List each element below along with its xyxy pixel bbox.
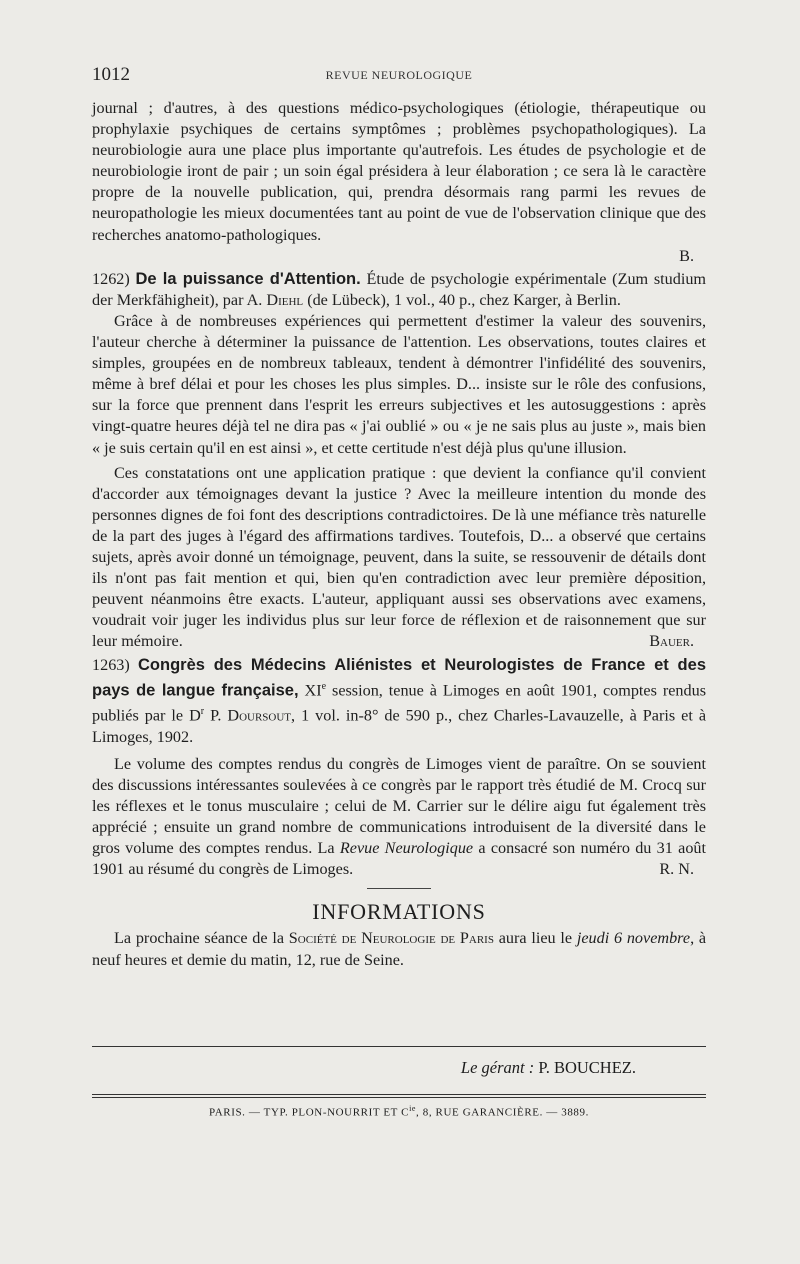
footer-rule	[92, 1097, 706, 1098]
informations-heading: INFORMATIONS	[312, 899, 486, 925]
info-text: La prochaine séance de la	[114, 929, 285, 948]
section-divider	[367, 888, 431, 889]
article-body	[92, 98, 706, 971]
journal-name: Revue Neurologique	[339, 839, 474, 858]
entry-paragraph: Grâce à de nombreuses expériences qui permettent d'estimer la valeur des souvenirs, l'auteur cherche à déterminer la puissance de l'attention. Les observations, toutes claires et simples, groupées en de nombreux tableaux, tendent à démontrer l'infidélité des souvenirs, même à bref délai et pour les choses les plus simples. D... insiste sur le rôle des confusions, sur la force que prennent dans l'esprit les erreurs subjectives et les autosuggestions : après vingt-quatre heures déjà tel ne dira pas « j'ai oublié » ou « je ne sais plus au juste », mais bien « je suis certain qu'il en est ainsi », et cette certitude n'est déjà plus qu'une illusion.	[92, 311, 706, 457]
running-head: REVUE NEUROLOGIQUE	[325, 68, 473, 82]
informations-paragraph	[92, 928, 706, 970]
printer-imprint	[92, 1104, 706, 1119]
gerant-line	[92, 1058, 636, 1078]
footer-rule	[92, 1046, 706, 1047]
society-name: Société de Neurologie de Paris	[288, 929, 494, 948]
intro-text: journal ; d'autres, à des questions médico-psychologiques (étiologie, thérapeutique ou prophylaxie psychiques de certains symptômes ; problèmes psychopathologiques). La neurobiologie aura une place plus importante qu'autrefois. Les études de psychologie et de neurobiologie iront de pair ; un soin égal présidera à leur élaboration ; ce sera là le caractère propre de la nouvelle publication, qui, prendra désormais rang parmi les revues de neuropathologie les mieux documentées tant au point de vue de l'observation clinique que des recherches anatomo-pathologiques.	[92, 99, 706, 244]
entry-author: Diehl	[266, 290, 304, 309]
superscript: e	[321, 680, 327, 692]
page-header	[92, 64, 706, 88]
intro-signature: B.	[679, 246, 694, 265]
entry-ref: XI	[304, 681, 322, 700]
info-text: , à neuf heures et demie du matin, 12, rue de Seine.	[92, 929, 707, 969]
entry-author: Doursout	[227, 706, 292, 725]
entry-number: 1263)	[92, 655, 130, 674]
footer-rule	[92, 1094, 706, 1095]
info-text: aura lieu le	[498, 929, 573, 948]
entry-1263	[92, 655, 706, 881]
entry-paragraph: Ces constatations ont une application pratique : que devient la confiance qu'il convient d'accorder aux témoignages devant la justice ? Avec la meilleure intention du monde des personnes dignes de foi font des descriptions contradictoires. De là une méfiance très naturelle de la part des juges à l'égard des affirmations tardives. Toutefois, D... a observé que certains sujets, après avoir donné un témoignage, peuvent, dans la suite, se ressouvenir de détails dont ils n'ont pas fait mention et qui, bien qu'en contradiction avec leur première déposition, peuvent néanmoins être exacts. L'auteur, appliquant aussi ses observations avec examens, voudrait voir juger les individus plus sur leur force de réflexion et de raisonnement que sur leur mémoire.	[92, 463, 706, 651]
printer-text: PARIS. — TYP. PLON-NOURRIT ET C	[209, 1106, 410, 1119]
entry-ref-cont: session, tenue à Limoges en août 1901, comptes rendus publiés par le D	[92, 681, 707, 725]
intro-paragraph	[92, 98, 706, 246]
superscript: ie	[409, 1104, 417, 1113]
entry-text: Le volume des comptes rendus du congrès de Limoges vient de paraître. On se souvient des discussions intéressantes soulevées à ce congrès par le rapport très étudié de M. Crocq sur les réflexes et le tonus musculaire ; celui de M. Carrier sur le délire aigu fut également très apprécié ; ensuite un grand nombre de communications introduisent de la diversité dans le gros volume des comptes rendus. La	[92, 754, 706, 858]
superscript: r	[200, 706, 205, 718]
entry-number: 1262)	[92, 269, 130, 288]
entry-signature: R. N.	[659, 860, 694, 879]
entry-title: De la puissance d'Attention.	[135, 269, 361, 288]
meeting-date: jeudi 6 novembre	[576, 929, 691, 948]
entry-title: Congrès des Médecins Aliénistes et Neurologistes de France et des pays de langue française,	[92, 655, 706, 700]
entry-signature: Bauer.	[649, 632, 694, 651]
entry-1263-heading	[92, 655, 706, 748]
entry-1262	[92, 269, 706, 653]
printer-text: , 8, RUE GARANCIÈRE. — 3889.	[416, 1106, 589, 1119]
entry-1262-heading	[92, 269, 706, 311]
entry-ref-cont: (de Lübeck), 1 vol., 40 p., chez Karger, à Berlin.	[307, 290, 621, 309]
entry-ref: Étude de psychologie expérimentale (Zum studium der Merkfähigheit), par A.	[92, 269, 707, 309]
page-number: 1012	[92, 64, 130, 85]
gerant-label: Le gérant :	[460, 1058, 535, 1077]
gerant-name: P. BOUCHEZ.	[538, 1058, 636, 1077]
entry-text: a consacré son numéro du 31 août 1901 au résumé du congrès de Limoges.	[92, 839, 707, 879]
entry-ref-cont: P.	[210, 706, 222, 725]
entry-ref-cont: , 1 vol. in-8° de 590 p., chez Charles-Lavauzelle, à Paris et à Limoges, 1902.	[92, 706, 707, 746]
